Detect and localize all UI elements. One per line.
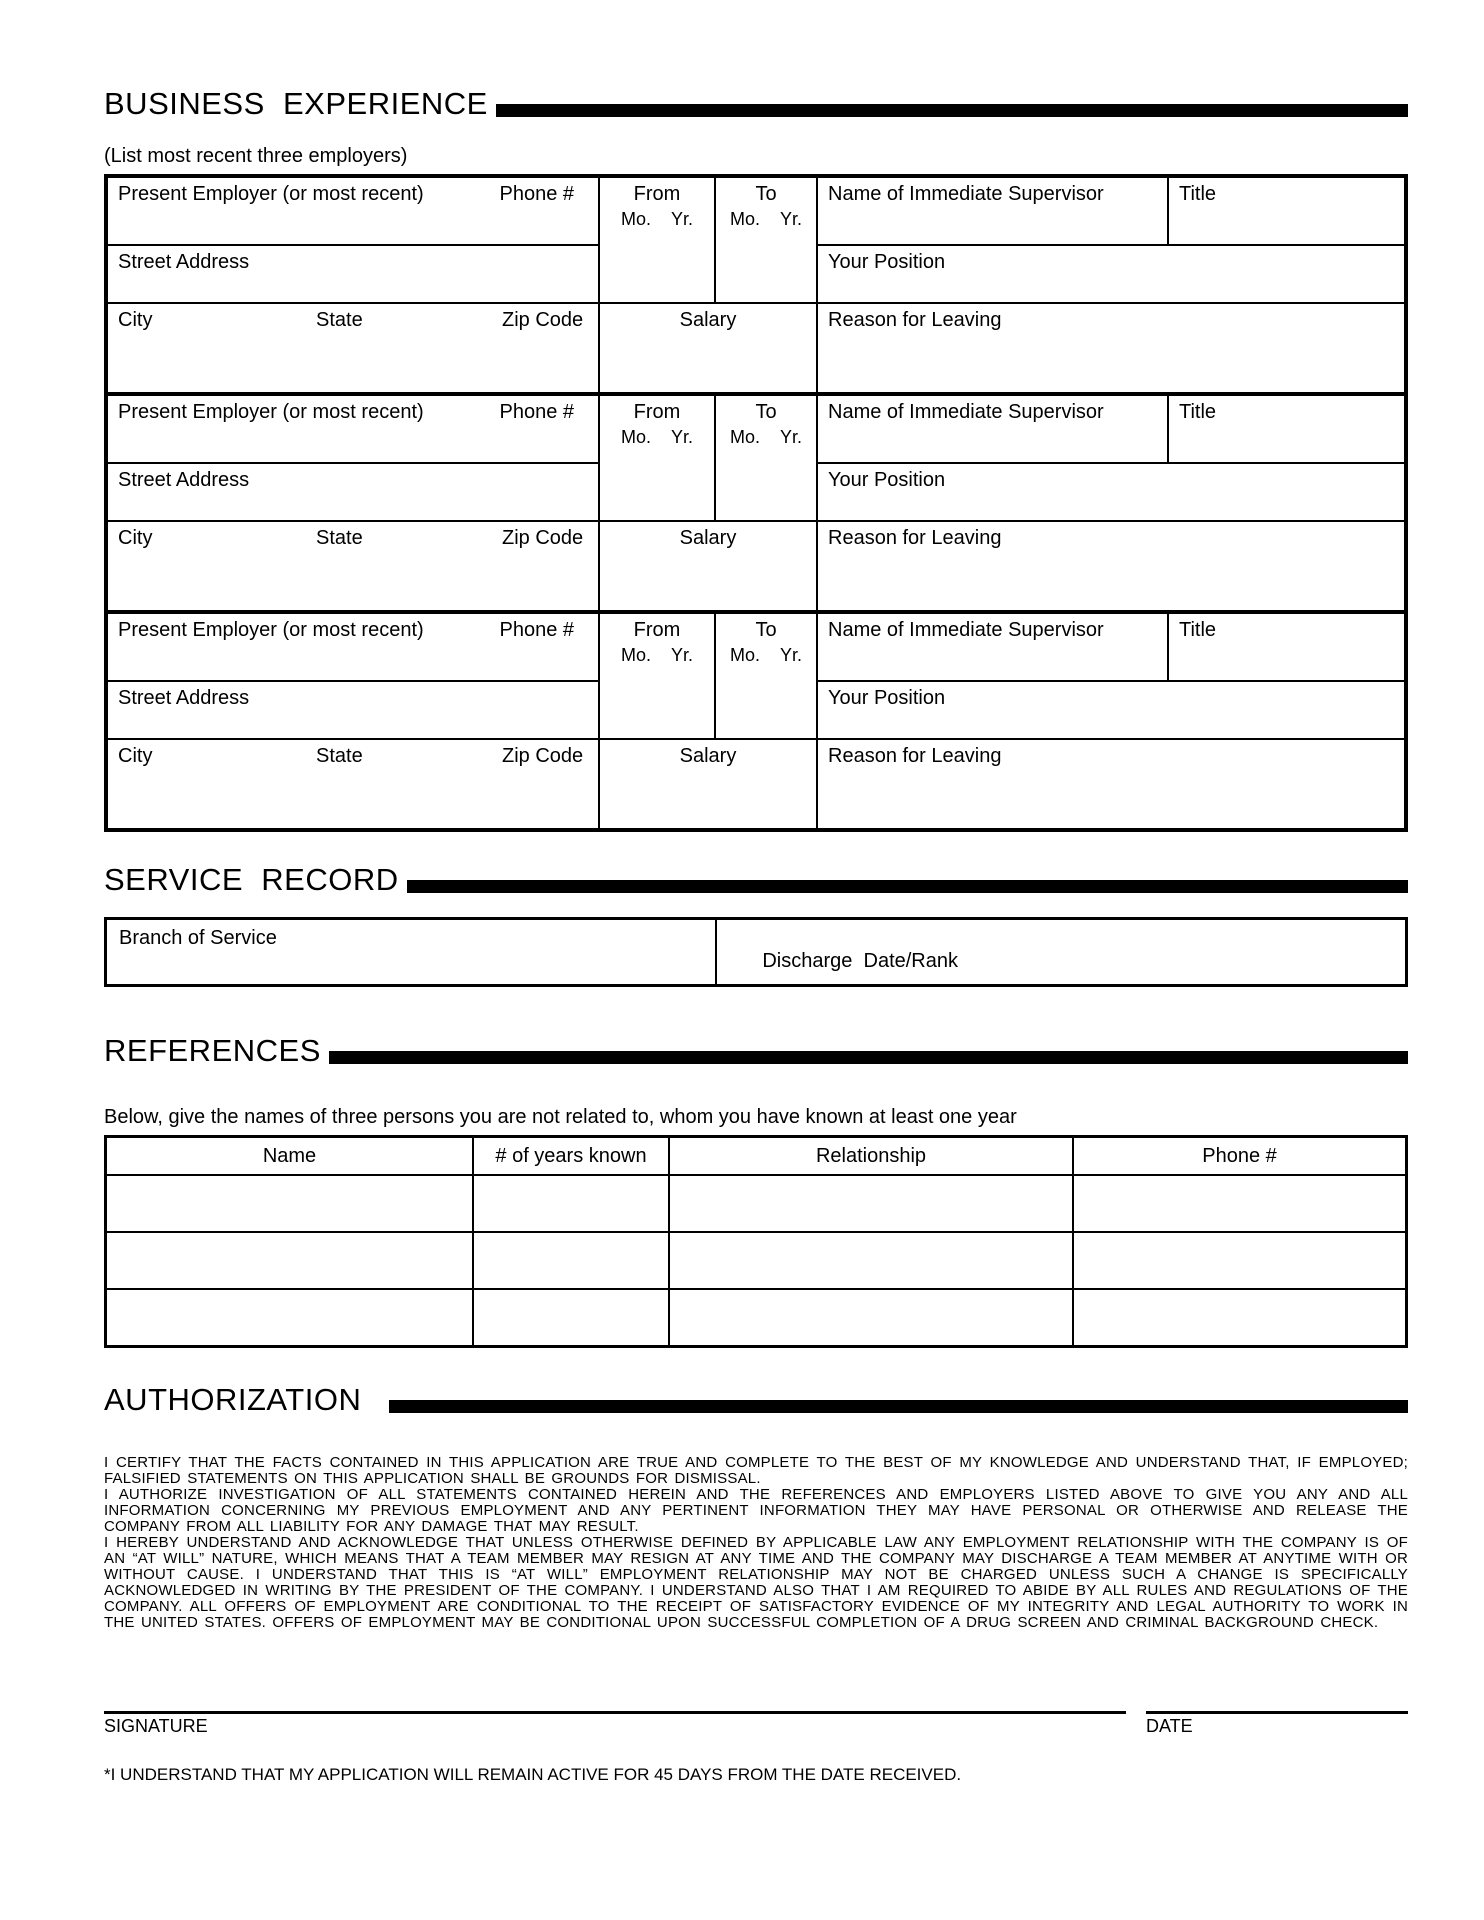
authorization-paragraph-1: I CERTIFY THAT THE FACTS CONTAINED IN THIS APPLICATION ARE TRUE AND COMPLETE TO THE BEST OF MY KNOWLEDGE AND UNDERSTAND THAT, IF EMPLOYED; FALSIFIED STATEMENTS ON THIS APPLICATION SHALL BE GROUNDS FOR DISMISSAL. <box>104 1454 1408 1487</box>
section-title-references: REFERENCES <box>104 1033 321 1068</box>
city-state-zip-field[interactable] <box>108 304 600 392</box>
your-position-field[interactable] <box>818 464 1404 522</box>
phone-label: Phone # <box>499 401 574 423</box>
your-position-label: Your Position <box>828 687 946 709</box>
supervisor-label: Name of Immediate Supervisor <box>828 619 1104 641</box>
reference-phone-field[interactable] <box>1074 1176 1405 1231</box>
from-date-field[interactable] <box>600 178 716 304</box>
yr-label: Yr. <box>780 645 803 665</box>
service-record-table <box>104 917 1408 987</box>
zip-code-label: Zip Code <box>502 527 584 549</box>
salary-field[interactable] <box>600 304 818 392</box>
column-header-relationship: Relationship <box>670 1138 1074 1174</box>
reason-for-leaving-field[interactable] <box>818 740 1404 828</box>
mo-label: Mo. <box>729 645 760 665</box>
to-date-field[interactable] <box>716 396 818 522</box>
application-active-footnote: *I UNDERSTAND THAT MY APPLICATION WILL REMAIN ACTIVE FOR 45 DAYS FROM THE DATE RECEIVED. <box>104 1765 962 1784</box>
yr-label: Yr. <box>780 427 803 447</box>
branch-of-service-field[interactable] <box>107 920 717 984</box>
state-label: State <box>316 527 363 549</box>
signature-row <box>104 1711 1408 1737</box>
supervisor-field[interactable] <box>818 396 1169 464</box>
city-state-zip-field[interactable] <box>108 522 600 610</box>
service-record-heading <box>104 864 1408 895</box>
reference-years-field[interactable] <box>474 1290 670 1345</box>
zip-code-label: Zip Code <box>502 745 584 767</box>
authorization-text <box>104 1455 1408 1631</box>
title-label: Title <box>1179 401 1217 423</box>
title-field[interactable] <box>1169 614 1404 682</box>
column-header-phone: Phone # <box>1202 1144 1277 1167</box>
reason-for-leaving-field[interactable] <box>818 522 1404 610</box>
street-address-field[interactable] <box>108 246 600 304</box>
signature-field[interactable] <box>104 1711 1126 1737</box>
present-employer-field[interactable] <box>108 178 600 246</box>
street-address-field[interactable] <box>108 682 600 740</box>
zip-code-label: Zip Code <box>502 309 584 331</box>
business-experience-subtitle: (List most recent three employers) <box>104 145 408 167</box>
from-label: From <box>633 401 681 423</box>
reason-for-leaving-field[interactable] <box>818 304 1404 392</box>
phone-label: Phone # <box>499 183 574 205</box>
authorization-heading <box>104 1384 1408 1415</box>
your-position-field[interactable] <box>818 682 1404 740</box>
title-label: Title <box>1179 183 1217 205</box>
title-field[interactable] <box>1169 396 1404 464</box>
references-header-row <box>107 1138 1405 1174</box>
to-label: To <box>755 183 777 205</box>
city-state-zip-field[interactable] <box>108 740 600 828</box>
references-table <box>104 1135 1408 1348</box>
section-title-authorization: AUTHORIZATION <box>104 1382 362 1417</box>
discharge-date-rank-label: Discharge Date/Rank <box>762 950 958 972</box>
signature-label: SIGNATURE <box>104 1716 208 1736</box>
reason-for-leaving-label: Reason for Leaving <box>828 309 1002 331</box>
reference-name-field[interactable] <box>107 1290 474 1345</box>
employer-block-2 <box>108 392 1404 610</box>
from-date-field[interactable] <box>600 396 716 522</box>
yr-label: Yr. <box>671 645 694 665</box>
city-label: City <box>118 527 153 549</box>
reference-relationship-field[interactable] <box>670 1290 1074 1345</box>
reason-for-leaving-label: Reason for Leaving <box>828 527 1002 549</box>
reference-years-field[interactable] <box>474 1176 670 1231</box>
heading-rule <box>329 1051 1408 1064</box>
date-label: DATE <box>1146 1716 1193 1736</box>
reference-phone-field[interactable] <box>1074 1233 1405 1288</box>
city-label: City <box>118 745 153 767</box>
discharge-date-rank-field[interactable] <box>717 920 1405 984</box>
reason-for-leaving-label: Reason for Leaving <box>828 745 1002 767</box>
reference-row-3 <box>107 1288 1405 1345</box>
authorization-paragraph-2: I AUTHORIZE INVESTIGATION OF ALL STATEMENTS CONTAINED HEREIN AND THE REFERENCES AND EMPLOYERS LISTED ABOVE TO GIVE YOU ANY AND ALL INFORMATION CONCERNING MY PREVIOUS EMPLOYMENT AND ANY PERTINENT INFORMATION THEY MAY HAVE PERSONAL OR OTHERWISE AND RELEASE THE COMPANY FROM ALL LIABILITY FOR ANY DAMAGE THAT MAY RESULT. <box>104 1486 1408 1535</box>
employer-block-1 <box>108 178 1404 392</box>
present-employer-field[interactable] <box>108 614 600 682</box>
salary-field[interactable] <box>600 522 818 610</box>
present-employer-label: Present Employer (or most recent) <box>118 619 424 641</box>
reference-name-field[interactable] <box>107 1233 474 1288</box>
authorization-paragraph-3: I HEREBY UNDERSTAND AND ACKNOWLEDGE THAT UNLESS OTHERWISE DEFINED BY APPLICABLE LAW ANY EMPLOYMENT RELATIONSHIP WITH THE COMPANY IS OF AN “AT WILL” NATURE, WHICH MEANS THAT A TEAM MEMBER MAY RESIGN AT ANY TIME AND THE COMPANY MAY DISCHARGE A TEAM MEMBER AT ANYTIME WITH OR WITHOUT CAUSE. I UNDERSTAND THAT THIS IS “AT WILL” EMPLOYMENT RELATIONSHIP MAY NOT BE CHARGED UNLESS SUCH A CHANGE IS SPECIFICALLY ACKNOWLEDGED IN WRITING BY THE PRESIDENT OF THE COMPANY. I UNDERSTAND ALSO THAT I AM REQUIRED TO ABIDE BY ALL RULES AND REGULATIONS OF THE COMPANY. ALL OFFERS OF EMPLOYMENT ARE CONDITIONAL TO THE RECEIPT OF SATISFACTORY EVIDENCE OF MY INTEGRITY AND LEGAL AUTHORITY TO WORK IN THE UNITED STATES. OFFERS OF EMPLOYMENT MAY BE CONDITIONAL UPON SUCCESSFUL COMPLETION OF A DRUG SCREEN AND CRIMINAL BACKGROUND CHECK. <box>104 1534 1408 1631</box>
references-instruction: Below, give the names of three persons you are not related to, whom you have known at least one year <box>104 1106 1017 1128</box>
column-header-name: Name <box>107 1138 474 1174</box>
date-line <box>1146 1711 1408 1714</box>
from-label: From <box>633 183 681 205</box>
street-address-label: Street Address <box>118 687 250 709</box>
employer-block-3 <box>108 610 1404 828</box>
heading-rule <box>407 880 1408 893</box>
salary-field[interactable] <box>600 740 818 828</box>
city-label: City <box>118 309 153 331</box>
salary-label: Salary <box>679 309 737 331</box>
present-employer-label: Present Employer (or most recent) <box>118 183 424 205</box>
reference-row-2 <box>107 1231 1405 1288</box>
to-label: To <box>755 401 777 423</box>
supervisor-label: Name of Immediate Supervisor <box>828 183 1104 205</box>
your-position-field[interactable] <box>818 246 1404 304</box>
present-employer-label: Present Employer (or most recent) <box>118 401 424 423</box>
mo-label: Mo. <box>729 427 760 447</box>
reference-relationship-field[interactable] <box>670 1233 1074 1288</box>
from-date-field[interactable] <box>600 614 716 740</box>
reference-relationship-field[interactable] <box>670 1176 1074 1231</box>
supervisor-field[interactable] <box>818 614 1169 682</box>
title-label: Title <box>1179 619 1217 641</box>
reference-row-1 <box>107 1174 1405 1231</box>
branch-of-service-label: Branch of Service <box>119 927 277 949</box>
yr-label: Yr. <box>671 427 694 447</box>
street-address-field[interactable] <box>108 464 600 522</box>
to-label: To <box>755 619 777 641</box>
supervisor-field[interactable] <box>818 178 1169 246</box>
phone-label: Phone # <box>499 619 574 641</box>
street-address-label: Street Address <box>118 469 250 491</box>
present-employer-field[interactable] <box>108 396 600 464</box>
state-label: State <box>316 745 363 767</box>
references-heading <box>104 1035 1408 1066</box>
from-label: From <box>633 619 681 641</box>
state-label: State <box>316 309 363 331</box>
yr-label: Yr. <box>780 209 803 229</box>
reference-name-field[interactable] <box>107 1176 474 1231</box>
section-title-service-record: SERVICE RECORD <box>104 862 399 897</box>
your-position-label: Your Position <box>828 251 946 273</box>
section-title-business-experience: BUSINESS EXPERIENCE <box>104 86 488 121</box>
to-date-field[interactable] <box>716 614 818 740</box>
mo-label: Mo. <box>620 645 651 665</box>
title-field[interactable] <box>1169 178 1404 246</box>
street-address-label: Street Address <box>118 251 250 273</box>
business-experience-heading <box>104 88 1408 119</box>
date-field[interactable] <box>1146 1711 1408 1737</box>
heading-rule <box>496 104 1408 117</box>
mo-label: Mo. <box>620 209 651 229</box>
business-experience-table <box>104 174 1408 832</box>
mo-label: Mo. <box>620 427 651 447</box>
heading-rule <box>389 1400 1408 1413</box>
mo-label: Mo. <box>729 209 760 229</box>
your-position-label: Your Position <box>828 469 946 491</box>
to-date-field[interactable] <box>716 178 818 304</box>
reference-phone-field[interactable] <box>1074 1290 1405 1345</box>
reference-years-field[interactable] <box>474 1233 670 1288</box>
yr-label: Yr. <box>671 209 694 229</box>
salary-label: Salary <box>679 745 737 767</box>
column-header-years-known: # of years known <box>474 1138 670 1174</box>
salary-label: Salary <box>679 527 737 549</box>
supervisor-label: Name of Immediate Supervisor <box>828 401 1104 423</box>
signature-line <box>104 1711 1126 1714</box>
